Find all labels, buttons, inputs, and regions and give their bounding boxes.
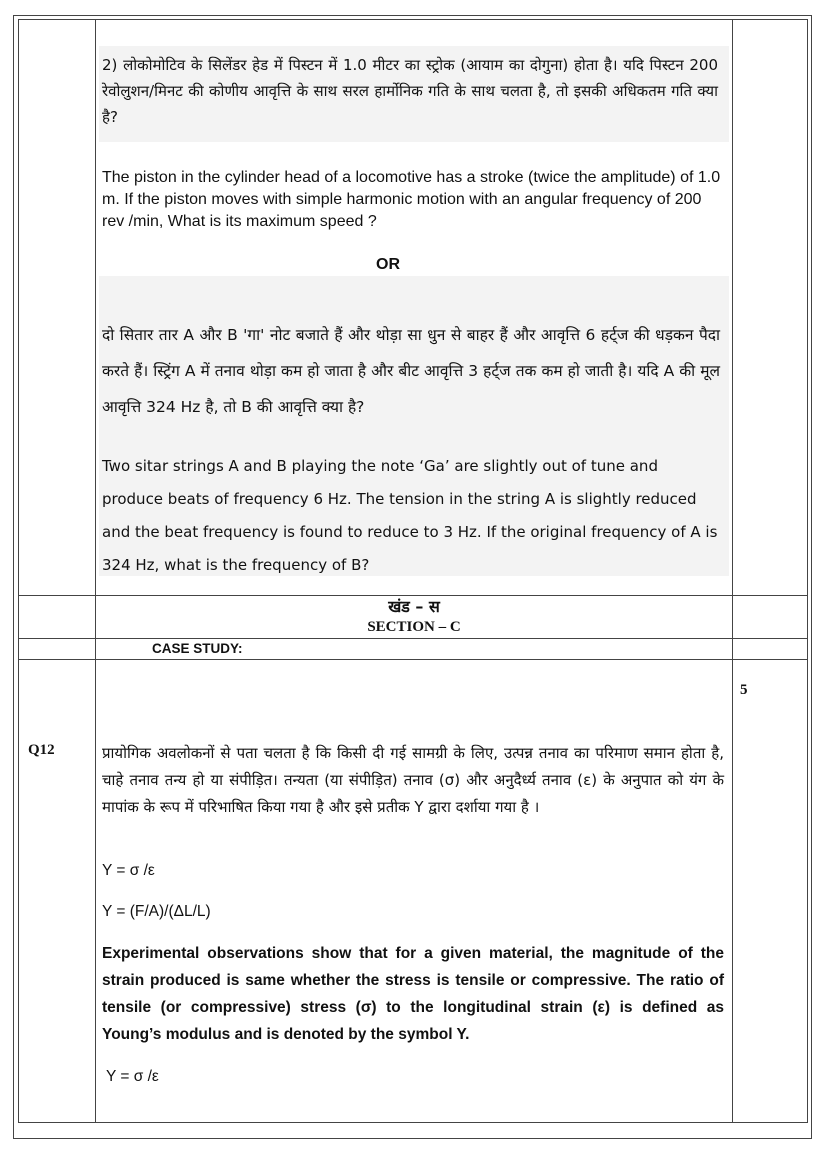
- alt-question-hindi-text: दो सितार तार A और B 'गा' नोट बजाते हैं और थोड़ा सा धुन से बाहर हैं और आवृत्ति 6 हर्ट्ज की धड़कन पैदा करते हैं। स्ट्रिंग A में तनाव थोड़ा कम हो जाता है और बीट आवृत्ति 3 हर्ट्ज तक कम हो जाती है। यदि A की मूल आवृत्ति 324 Hz है, तो B की आवृत्ति क्या है?: [102, 326, 720, 416]
- row-divider-3: [18, 659, 808, 660]
- q12-hindi-text: प्रायोगिक अवलोकनों से पता चलता है कि किसी दी गई सामग्री के लिए, उत्पन्न तनाव का परिमाण समान होता है, चाहे तनाव तन्य हो या संपीड़ित। तन्यता (या संपीड़ित) तनाव (σ) और अनुदैर्ध्य तनाव (ε) के अनुपात को यंग के मापांक के रूप में परिभाषित किया गया है और इसे प्रतीक Y द्वारा दर्शाया गया है ।: [102, 744, 724, 816]
- section-hindi-heading: खंड – स: [388, 597, 440, 616]
- or-label: OR: [376, 256, 400, 273]
- question-number: Q12: [28, 742, 55, 758]
- row-divider-2: [18, 638, 808, 639]
- formula-youngs-modulus-expanded: Y = (F/A)/(ΔL/L): [102, 903, 211, 920]
- formula-youngs-modulus-repeat: Y = σ /ε: [106, 1068, 159, 1085]
- alt-question-english-text: Two sitar strings A and B playing the note ‘Ga’ are slightly out of tune and produce beats of frequency 6 Hz. The tension in the string A is slightly reduced and the beat frequency is found to reduce to 3 Hz. If the original frequency of A is 324 Hz, what is the frequency of B?: [102, 457, 718, 574]
- row-divider-1: [18, 595, 808, 596]
- q12-english-text: Experimental observations show that for a given material, the magnitude of the strain produced is same whether the stress is tensile or compressive. The ratio of tensile (or compressive) stress (σ) to the longitudinal strain (ε) is defined as Young’s modulus and is denoted by the symbol Y.: [102, 945, 724, 1043]
- case-study-label: CASE STUDY:: [152, 641, 243, 656]
- q11-hindi-text: 2) लोकोमोटिव के सिलेंडर हेड में पिस्टन में 1.0 मीटर का स्ट्रोक (आयाम का दोगुना) होता है। यदि पिस्टन 200 रेवोलुशन/मिनट की कोणीय आवृत्ति के साथ सरल हार्मोनिक गति के साथ चलता है, तो इसकी अधिकतम गति क्या है?: [102, 56, 718, 126]
- column-divider-right: [732, 19, 733, 1123]
- column-divider-left: [95, 19, 96, 1123]
- formula-youngs-modulus: Y = σ /ε: [102, 862, 155, 879]
- section-english-heading: SECTION – C: [367, 619, 461, 635]
- q11-english-text: The piston in the cylinder head of a locomotive has a stroke (twice the amplitude) of 1.0 m. If the piston moves with simple harmonic motion with an angular frequency of 200 rev /min, What is its maximum speed ?: [102, 169, 721, 230]
- marks-value: 5: [740, 682, 748, 698]
